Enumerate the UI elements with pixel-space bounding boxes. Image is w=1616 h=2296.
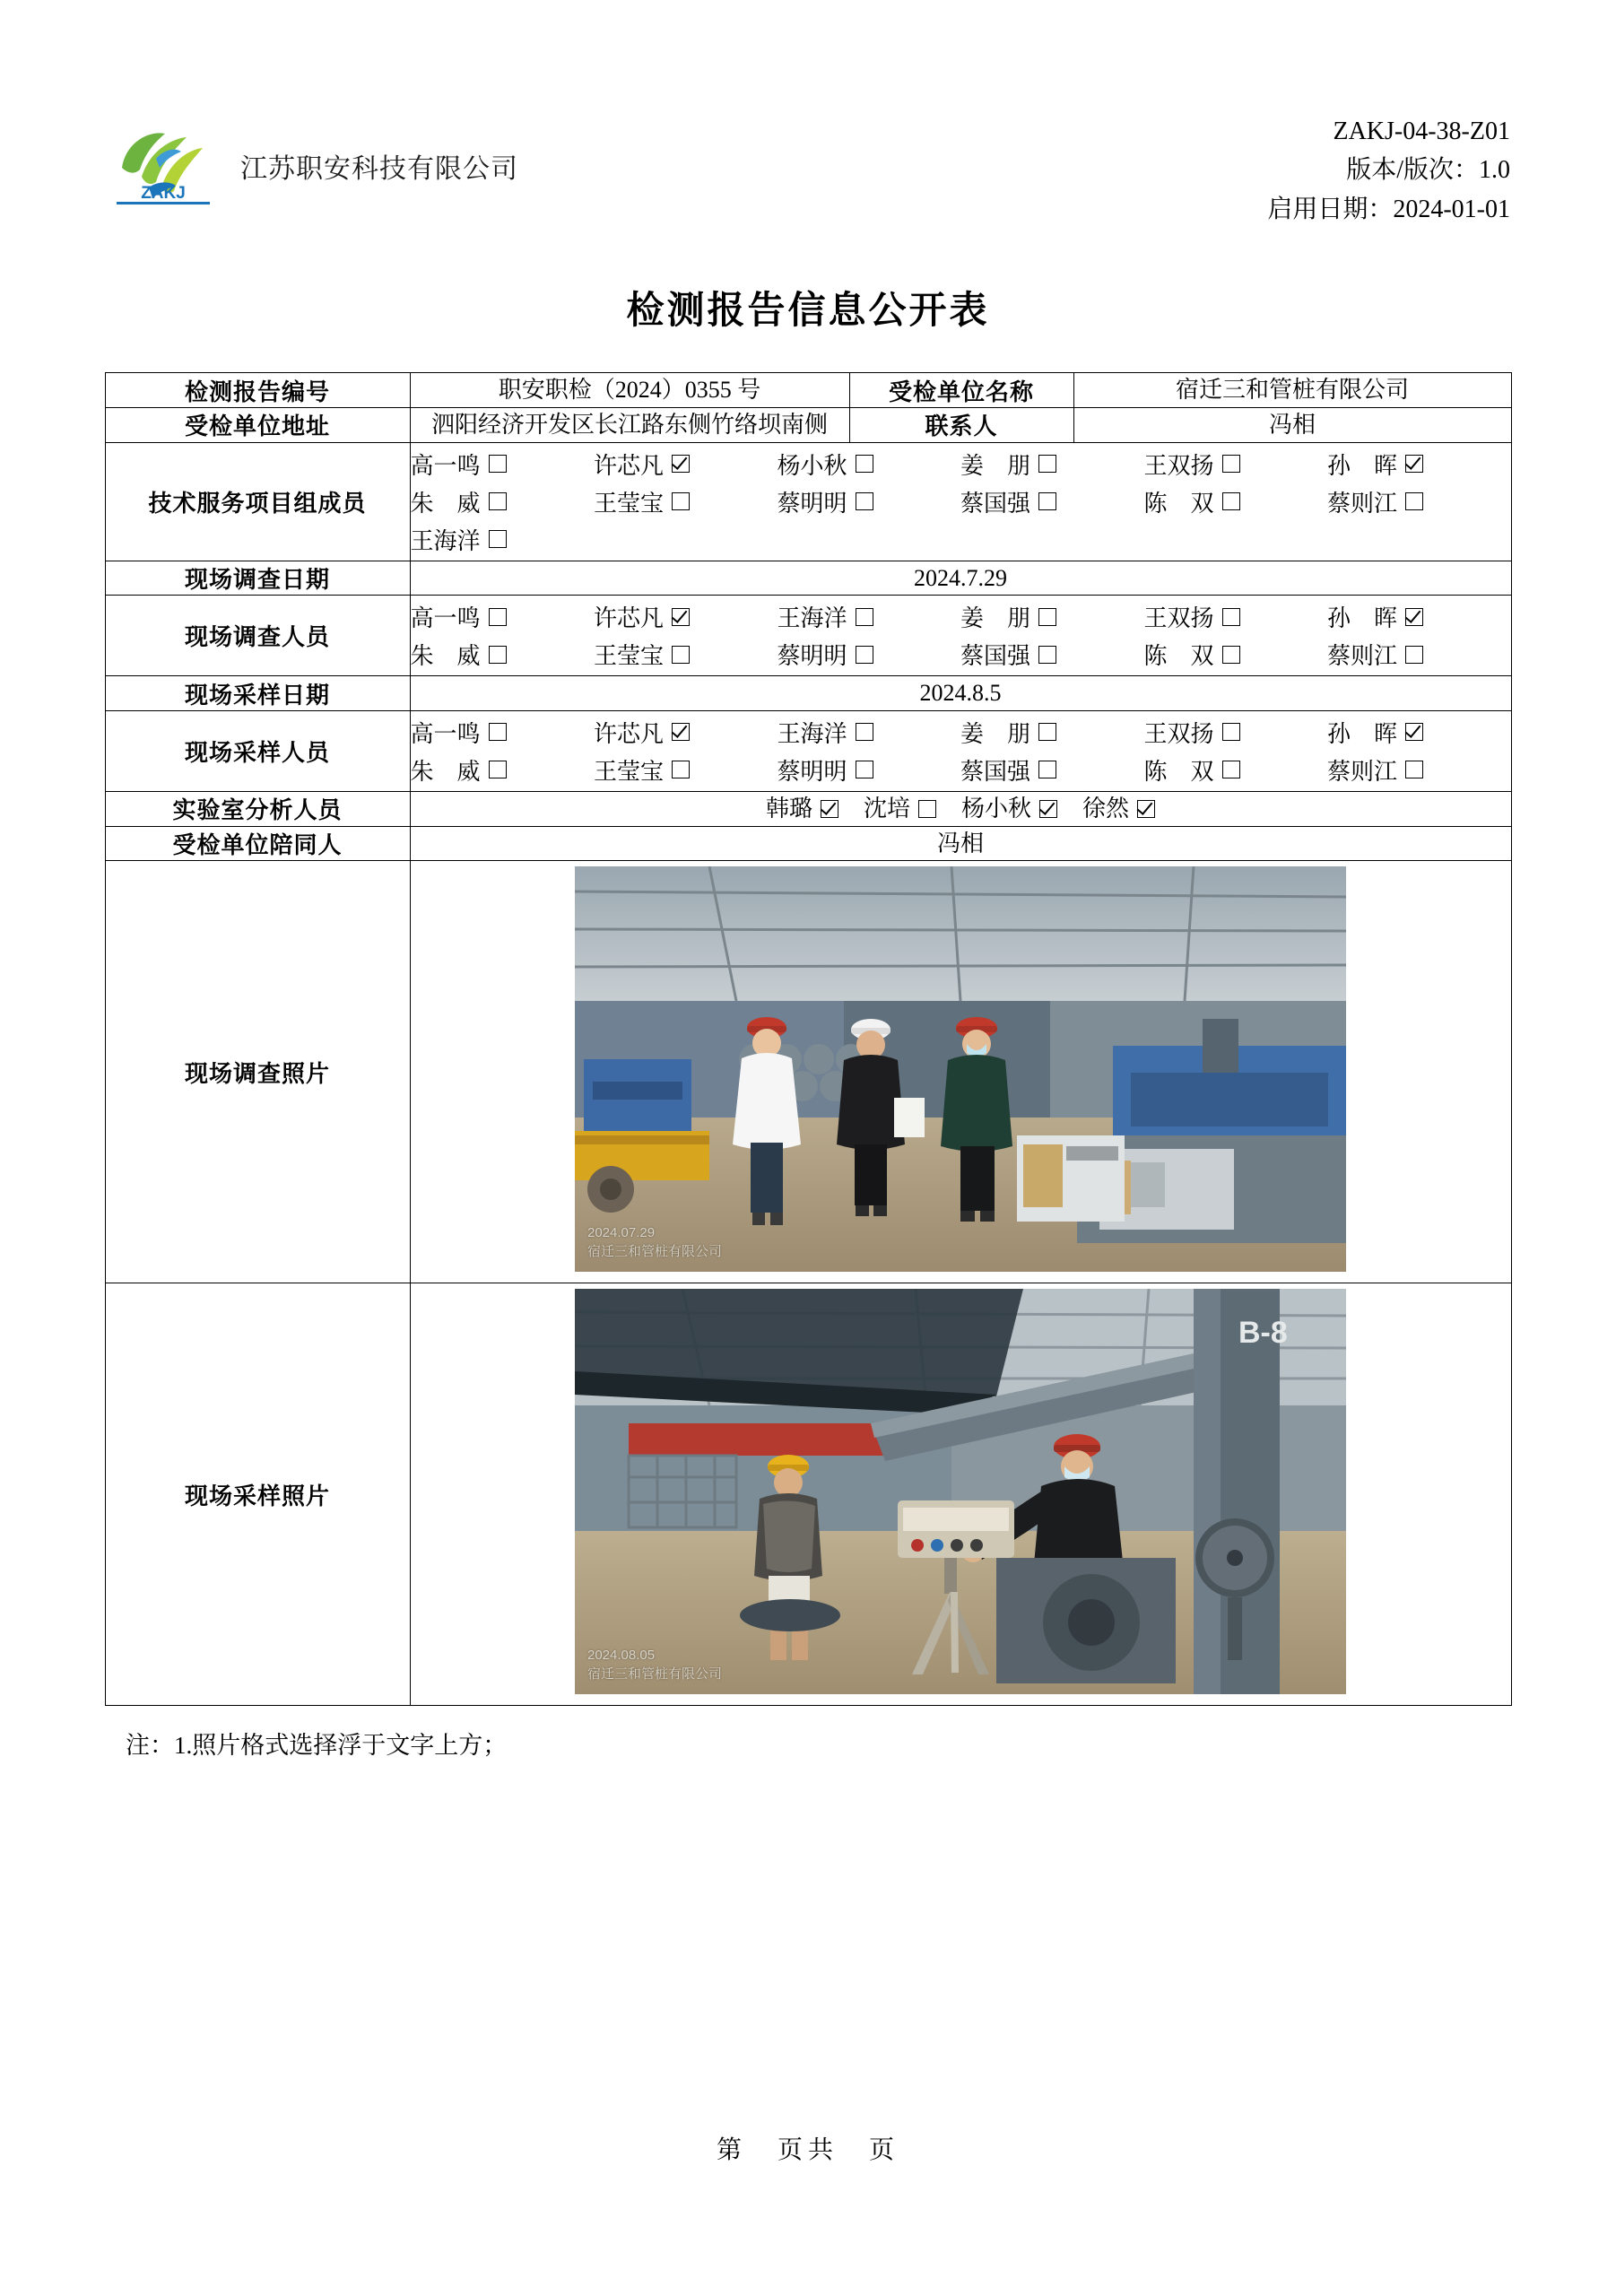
table-row [105,596,1511,676]
checkbox-unchecked-icon[interactable] [1038,608,1056,626]
checkbox-unchecked-icon[interactable] [1038,723,1056,741]
company-name: 江苏职安科技有限公司 [240,154,518,184]
table-note: 注：1.照片格式选择浮于文字上方； [126,1732,508,1760]
survey-staff-group [410,596,1511,676]
sampling-staff-row [411,753,1511,787]
table-row [105,676,1511,711]
sampling-staff-name: 陈 双 [1143,758,1214,785]
sampling-staff-group [410,710,1511,791]
sampling-staff-name: 朱 威 [410,758,481,785]
team-member-item[interactable] [411,448,595,481]
sampling-staff-name: 王双扬 [1143,720,1214,747]
survey-staff-item[interactable] [960,638,1144,671]
checkbox-unchecked-icon[interactable] [489,646,507,664]
checkbox-checked-icon[interactable] [672,608,690,626]
survey-date-label: 现场调查日期 [105,561,410,596]
sampling-staff-item[interactable] [960,716,1144,749]
checkbox-unchecked-icon[interactable] [918,800,936,818]
team-member-name: 杨小秋 [777,452,847,479]
team-member-name: 许芯凡 [594,452,665,479]
sampling-staff-name: 许芯凡 [594,720,665,747]
table-row [105,791,1511,826]
survey-photo [575,866,1346,1272]
survey-staff-name: 王莹宝 [594,643,665,670]
team-member-empty [960,523,1144,556]
team-member-item[interactable] [411,485,595,518]
survey-staff-row [411,600,1511,633]
survey-photo-label: 现场调查照片 [105,861,410,1283]
report-no-label: 检测报告编号 [105,373,410,408]
contact-label: 联系人 [849,407,1073,442]
sampling-photo-stamp [587,1647,722,1683]
sampling-staff-name: 蔡则江 [1327,758,1398,785]
lab-staff-item[interactable] [961,792,1057,826]
checkbox-unchecked-icon[interactable] [672,646,690,664]
lab-staff-label: 实验室分析人员 [105,791,410,826]
team-members-group [410,442,1511,561]
checkbox-unchecked-icon[interactable] [489,608,507,626]
svg-text:ZAKJ: ZAKJ [141,184,186,203]
sampling-staff-item[interactable] [778,716,961,749]
survey-staff-name: 蔡明明 [777,643,847,670]
lab-staff-name: 沈培 [863,795,910,822]
lab-staff-item[interactable] [766,792,838,826]
team-member-row [411,523,1511,556]
survey-staff-item[interactable] [1144,600,1328,633]
sampling-staff-item[interactable] [411,716,595,749]
team-member-item[interactable] [594,448,778,481]
checkbox-checked-icon[interactable] [821,800,838,818]
survey-staff-item[interactable] [1144,638,1328,671]
sampling-staff-item[interactable] [778,753,961,787]
checkbox-unchecked-icon[interactable] [1038,455,1056,473]
team-member-item[interactable] [778,448,961,481]
sampling-photo-label: 现场采样照片 [105,1283,410,1706]
survey-staff-name: 姜 朋 [960,605,1031,632]
checkbox-unchecked-icon[interactable] [672,761,690,778]
team-member-empty [778,523,961,556]
report-no-value: 职安职检（2024）0355 号 [410,373,849,408]
survey-staff-name: 朱 威 [410,643,481,670]
table-row [105,861,1511,1283]
sampling-staff-name: 蔡明明 [777,758,847,785]
team-member-name: 朱 威 [410,490,481,517]
checkbox-unchecked-icon[interactable] [672,492,690,510]
sampling-staff-name: 王莹宝 [594,758,665,785]
survey-staff-name: 孙 晖 [1327,605,1398,632]
survey-staff-item[interactable] [778,638,961,671]
checkbox-unchecked-icon[interactable] [489,455,507,473]
team-member-row [411,485,1511,518]
team-member-name: 高一鸣 [410,452,481,479]
survey-staff-name: 许芯凡 [594,605,665,632]
checkbox-unchecked-icon[interactable] [856,723,873,741]
company-logo-icon [106,112,221,220]
survey-staff-item[interactable] [960,600,1144,633]
table-row [105,1283,1511,1706]
lab-staff-name: 杨小秋 [961,795,1032,822]
sampling-staff-item[interactable] [594,753,778,787]
team-member-name: 孙 晖 [1327,452,1398,479]
lab-staff-item[interactable] [864,792,936,826]
table-row [105,710,1511,791]
survey-staff-item[interactable] [594,600,778,633]
team-member-name: 蔡明明 [777,490,847,517]
inspected-unit-value: 宿迁三和管桩有限公司 [1073,373,1511,408]
survey-photo-stamp-date: 2024.07.29 [587,1225,656,1241]
contact-value: 冯相 [1073,407,1511,442]
team-member-name: 王海洋 [410,527,481,554]
checkbox-unchecked-icon[interactable] [1405,761,1423,778]
lab-staff-name: 韩璐 [765,795,812,822]
lab-staff-group [410,791,1511,826]
checkbox-unchecked-icon[interactable] [1038,492,1056,510]
table-row [105,407,1511,442]
team-member-item[interactable] [1327,448,1511,481]
checkbox-unchecked-icon[interactable] [489,761,507,778]
checkbox-unchecked-icon[interactable] [1222,455,1240,473]
sampling-photo-cell [410,1283,1511,1706]
sampling-staff-label: 现场采样人员 [105,710,410,791]
team-member-item[interactable] [960,448,1144,481]
sampling-staff-name: 高一鸣 [410,720,481,747]
header-brand [106,112,518,220]
table-row [105,826,1511,861]
survey-staff-name: 陈 双 [1143,643,1214,670]
sampling-staff-item[interactable] [411,753,595,787]
survey-staff-label: 现场调查人员 [105,596,410,676]
lab-staff-name: 徐然 [1082,795,1130,822]
survey-date-value: 2024.7.29 [410,561,1511,596]
survey-photo-stamp [587,1224,722,1261]
team-member-empty [1144,523,1328,556]
checkbox-checked-icon[interactable] [672,723,690,741]
sampling-staff-name: 蔡国强 [960,758,1031,785]
checkbox-unchecked-icon[interactable] [489,492,507,510]
team-member-item[interactable] [1144,448,1328,481]
survey-staff-item[interactable] [594,638,778,671]
team-member-item[interactable] [960,485,1144,518]
page-header [0,0,1616,229]
survey-photo-stamp-company: 宿迁三和管桩有限公司 [587,1243,723,1259]
checkbox-checked-icon[interactable] [1405,455,1423,473]
address-value: 泗阳经济开发区长江路东侧竹络坝南侧 [410,407,849,442]
checkbox-checked-icon[interactable] [1405,608,1423,626]
survey-staff-name: 王海洋 [777,605,847,632]
survey-staff-item[interactable] [411,638,595,671]
checkbox-unchecked-icon[interactable] [856,646,873,664]
checkbox-unchecked-icon[interactable] [1222,723,1240,741]
header-doc-meta [1267,112,1510,229]
report-info-table [105,372,1512,1706]
team-member-name: 蔡则江 [1327,490,1398,517]
checkbox-unchecked-icon[interactable] [1222,646,1240,664]
survey-staff-row [411,638,1511,671]
survey-staff-name: 蔡则江 [1327,643,1398,670]
sampling-staff-item[interactable] [1327,753,1511,787]
table-row [105,561,1511,596]
team-member-name: 姜 朋 [960,452,1031,479]
checkbox-unchecked-icon[interactable] [856,761,873,778]
survey-staff-name: 王双扬 [1143,605,1214,632]
sampling-photo-stamp-company: 宿迁三和管桩有限公司 [587,1665,723,1682]
sampling-staff-name: 孙 晖 [1327,720,1398,747]
survey-staff-item[interactable] [1327,600,1511,633]
sampling-photo-stamp-date: 2024.08.05 [587,1648,656,1664]
address-label: 受检单位地址 [105,407,410,442]
checkbox-unchecked-icon[interactable] [1222,492,1240,510]
sampling-staff-item[interactable] [1327,716,1511,749]
team-member-item[interactable] [411,523,595,556]
team-member-item[interactable] [1144,485,1328,518]
team-member-item[interactable] [1327,485,1511,518]
accompany-label: 受检单位陪同人 [105,826,410,861]
team-member-name: 陈 双 [1143,490,1214,517]
survey-staff-name: 高一鸣 [410,605,481,632]
survey-photo-cell [410,861,1511,1283]
document-number: ZAKJ-04-38-Z01 [1333,117,1510,145]
checkbox-checked-icon[interactable] [1137,800,1155,818]
checkbox-unchecked-icon[interactable] [856,455,873,473]
team-member-item[interactable] [594,485,778,518]
checkbox-unchecked-icon[interactable] [1038,761,1056,778]
sampling-staff-row [411,716,1511,749]
inspected-unit-label: 受检单位名称 [849,373,1073,408]
sampling-staff-item[interactable] [960,753,1144,787]
sampling-date-label: 现场采样日期 [105,676,410,711]
survey-staff-item[interactable] [1327,638,1511,671]
sampling-staff-item[interactable] [594,716,778,749]
checkbox-checked-icon[interactable] [672,455,690,473]
sampling-staff-item[interactable] [1144,753,1328,787]
team-member-empty [1327,523,1511,556]
checkbox-unchecked-icon[interactable] [1405,646,1423,664]
checkbox-unchecked-icon[interactable] [856,608,873,626]
sampling-staff-item[interactable] [1144,716,1328,749]
lab-staff-item[interactable] [1082,792,1155,826]
checkbox-unchecked-icon[interactable] [489,723,507,741]
team-label: 技术服务项目组成员 [105,442,410,561]
team-member-row [411,448,1511,481]
sampling-staff-name: 王海洋 [777,720,847,747]
checkbox-unchecked-icon[interactable] [1222,608,1240,626]
survey-staff-item[interactable] [411,600,595,633]
checkbox-checked-icon[interactable] [1039,800,1057,818]
team-member-empty [594,523,778,556]
team-member-name: 蔡国强 [960,490,1031,517]
document-effective-date: 启用日期：2024-01-01 [1267,195,1510,223]
checkbox-checked-icon[interactable] [1405,723,1423,741]
table-row [105,442,1511,561]
sampling-photo [575,1289,1346,1694]
page-title: 检测报告信息公开表 [626,291,990,333]
svg-text:B-8: B-8 [1238,1315,1288,1350]
sampling-staff-name: 姜 朋 [960,720,1031,747]
team-member-name: 王莹宝 [594,490,665,517]
document-version: 版本/版次：1.0 [1346,156,1510,185]
team-member-item[interactable] [778,485,961,518]
checkbox-unchecked-icon[interactable] [1222,761,1240,778]
survey-staff-name: 蔡国强 [960,643,1031,670]
checkbox-unchecked-icon[interactable] [1038,646,1056,664]
team-member-name: 王双扬 [1143,452,1214,479]
checkbox-unchecked-icon[interactable] [489,530,507,548]
checkbox-unchecked-icon[interactable] [1405,492,1423,510]
page-footer: 第 页共 页 [716,2136,899,2164]
checkbox-unchecked-icon[interactable] [856,492,873,510]
accompany-value: 冯相 [410,826,1511,861]
table-row [105,373,1511,408]
sampling-date-value: 2024.8.5 [410,676,1511,711]
survey-staff-item[interactable] [778,600,961,633]
